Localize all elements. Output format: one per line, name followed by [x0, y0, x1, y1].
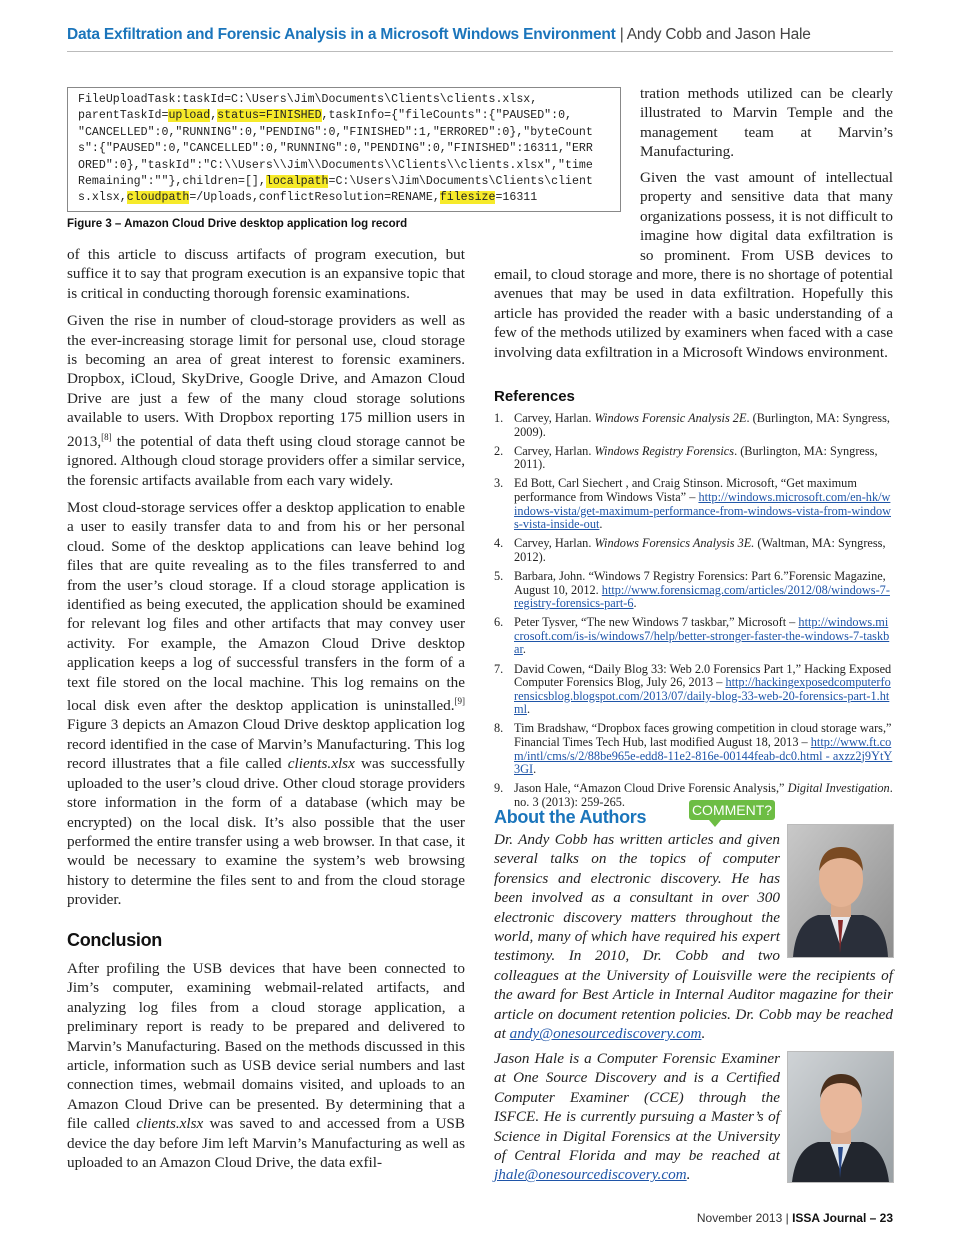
paragraph: tration methods utilized can be clearly illustrated to Marvin Temple and the management team at Marvin’s Manufacturing. [640, 85, 893, 161]
reference-text: Barbara, John. “Windows 7 Registry Forensics: Part 6.”Forensic Magazine, August 10, 2012. [514, 568, 886, 597]
reference-title: Windows Registry Forensics [594, 443, 735, 458]
reference-text: . (Burlington, MA: Syngress, 2011). [514, 443, 878, 472]
text: Figure 3 depicts an Amazon Cloud Drive desktop application log record identified in the case of Marvin’s Manufacturing. This log record illustrates that a file called [67, 716, 465, 773]
reference-text: . [522, 642, 526, 657]
paragraph: of this article to discuss artifacts of program execution, but suffice it to say that program execution is an expansive topic that is critical in conducting thorough forensic examinations. [67, 246, 465, 302]
reference-text: . no. 3 (2013): 259-265. [514, 781, 893, 809]
bio-text: Jason Hale is a Computer Forensic Examiner at One Source Discovery and is a Certified Computer Examiner (CCE) through the ISFCE. He is currently pursuing a Master’s of Science in Digital Forensics at the University of Central Florida and may be reached at [494, 1050, 780, 1165]
column-right-top [640, 84, 893, 170]
highlighted-field: filesize [439, 191, 496, 205]
log-text: s.xlsx, [78, 191, 127, 205]
reference-item [494, 412, 893, 439]
references-list [494, 412, 893, 815]
filename: clients.xlsx [136, 1115, 204, 1133]
text: was saved to and accessed from a USB device the day before Jim left Marvin’s Manufacturing as well as uploaded to an Amazon Cloud Drive, the data exfil- [67, 1115, 465, 1172]
highlighted-field: upload [168, 109, 211, 123]
reference-number: 9. [494, 781, 504, 796]
log-text: =C:\Users\Jim\Documents\Clients\client [328, 175, 593, 189]
reference-item [494, 722, 893, 776]
paragraph [67, 498, 465, 910]
reference-text: Carvey, Harlan. [514, 536, 595, 551]
comment-button[interactable]: COMMENT? [689, 800, 775, 820]
reference-number: 3. [494, 476, 504, 491]
bio-andy-cobb: Dr. Andy Cobb has written articles and given several talks on the topics of computer forensics and electronic discovery. He has been involved as a consultant in over 300 electronic discovery matters throughout the world, many of which have required his expert testimony. In 2010, Dr. Cobb and two colleagues at the University of Louisville were the recipients of the award for Best Article in Internal Auditor magazine for their article on document retention policies. Dr. Cobb may be reached at andy@onesourcediscovery.com. [494, 831, 893, 1043]
log-text: ORED":0},"taskId":"C:\\Users\\Jim\\Documents\\Clients\\clients.xlsx","time [78, 158, 593, 172]
page-footer [660, 1211, 893, 1225]
footnote-ref: [8] [101, 431, 112, 442]
reference-link[interactable]: http://www.ft.com/intl/cms/s/2/88be965e-edd8-11e2-816e-00144feab-dc0.html - axzz2j9YtY3GI [514, 734, 893, 777]
log-text: s":{"PAUSED":0,"CANCELLED":0,"RUNNING":0,"PENDING":0,"FINISHED":16311,"ERR [78, 142, 593, 156]
author-photo-jason-hale [787, 1051, 894, 1183]
log-line [78, 125, 620, 141]
reference-text: . [599, 517, 603, 532]
reference-title: Digital Investigation [787, 781, 890, 796]
column-left [67, 245, 465, 918]
reference-number: 6. [494, 615, 504, 630]
log-text: "CANCELLED":0,"RUNNING":0,"PENDING":0,"FINISHED":1,"ERRORED":0},"byteCount [78, 125, 593, 139]
reference-item [494, 537, 893, 564]
reference-text: Peter Tysver, “The new Windows 7 taskbar,” Microsoft – [514, 615, 799, 630]
highlighted-field: status=FINISHED [217, 109, 322, 123]
text: was successfully uploaded to the user’s cloud drive. Other cloud storage providers store information in the form of a database (which may be encrypted) on the local disk. It’s also possible that the user performed the entire transfer using a web browser. In that case, it would be necessary to examine the system’s web browsing history to determine the files sent to and from the cloud storage provider. [67, 755, 465, 909]
text: Given the rise in number of cloud-storage providers as well as the ever-increasing storage limit for personal use, cloud storage is becoming an area of great interest to forensic examiners. Dropbox, iCloud, SkyDrive, Google Drive, and Amazon Cloud Drive are just a few of the many cloud storage solutions available to users. With Dropbox reporting 175 million users in 2013, [67, 312, 465, 450]
reference-item [494, 663, 893, 717]
reference-text: Carvey, Harlan. [514, 411, 595, 425]
figure-caption: Figure 3 – Amazon Cloud Drive desktop application log record [67, 218, 408, 230]
reference-item [494, 616, 893, 657]
log-text: , [210, 109, 218, 123]
reference-link[interactable]: http://www.forensicmag.com/articles/2012/08/windows-7-registry-forensics-part-6 [514, 582, 890, 611]
column-right-p2 [494, 168, 893, 370]
log-text: =16311 [495, 191, 538, 205]
paragraph [67, 311, 465, 490]
reference-title: Windows Forensics Analysis 3E. [594, 536, 755, 551]
header-title: Data Exfiltration and Forensic Analysis in a Microsoft Windows Environment [67, 26, 616, 43]
reference-number: 4. [494, 536, 504, 551]
paragraph [67, 959, 465, 1172]
text: Most cloud-storage services offer a desktop application to enable a user to easily transfer data to and from his or her personal cloud. Some of the desktop applications can leave behind log files that are quite revealing as to the files transferred to and from the user’s cloud storage. If a cloud storage application is identified as being executed, the application should be examined for relevant log files and other artifacts that may convey user activity. For example, the Amazon Cloud Drive desktop application keeps a log of successful transfers in the form of a text file stored on the local machine. This log remains on the local disk even after the desktop application is uninstalled. [67, 498, 465, 715]
paragraph: Given the vast amount of intellectual property and sensitive data that many organizations possess, it is not difficult to imagine how digital data exfiltration is so prominent. From USB devices to email, to cloud storage and more, there is no shortage of potential avenues that may be used in data exfiltration. Hopefully this article has provided the reader with a basic understanding of a few of the methods utilized by examiners when faced with a case involving data exfiltration in a Microsoft Windows environment. [494, 169, 893, 361]
reference-title: Windows Forensic Analysis 2E [594, 411, 747, 425]
header-authors: Andy Cobb and Jason Hale [626, 26, 811, 43]
reference-text: . [533, 762, 537, 777]
reference-item [494, 570, 893, 611]
footnote-ref: [9] [454, 696, 465, 706]
author-photo-andy-cobb [787, 824, 894, 958]
log-text: ,taskInfo={"fileCounts":{"PAUSED":0, [321, 109, 573, 123]
log-text: Remaining":""},children=[], [78, 175, 266, 189]
footer-journal: ISSA Journal – 23 [792, 1211, 893, 1225]
bio-jason-hale: Jason Hale is a Computer Forensic Examiner at One Source Discovery and is a Certified Computer Examiner (CCE) through the ISFCE. He is currently pursuing a Master’s of Science in Digital Forensics at the University of Central Florida and may be reached at jhale@onesourcediscovery.com. [494, 1049, 893, 1185]
log-text: FileUploadTask:taskId=C:\Users\Jim\Documents\Clients\clients.xlsx, [78, 93, 538, 106]
text: After profiling the USB devices that have been connected to Jim’s computer, examining webmail-related artifacts, and analyzing log files from a cloud storage application, a preliminary report is ready to be prepared and delivered to Marvin’s Manufacturing. Based on the methods discussed in this article, information such as USB device serial numbers and last connection times, webmail domains visited, and uploads to an Amazon Cloud Drive can be presented. By determining that a file called [67, 960, 465, 1133]
running-header [67, 26, 893, 44]
log-line [78, 141, 620, 157]
highlighted-field: localpath [265, 175, 329, 189]
reference-text: (Waltman, MA: Syngress, 2012). [514, 536, 886, 564]
reference-text: Jason Hale, “Amazon Cloud Drive Forensic Analysis,” [514, 781, 788, 796]
references-heading: References [494, 388, 575, 405]
log-line [78, 92, 620, 108]
conclusion-body [67, 959, 465, 1180]
reference-text: Ed Bott, Carl Siechert , and Craig Stinson. Microsoft, “Get maximum performance from Windows Vista” – [514, 476, 857, 504]
reference-number: 2. [494, 443, 504, 458]
reference-link[interactable]: http://windows.microsoft.com/en-hk/windows-vista/get-maximum-performance-from-windows-vista-from-windows-vista-inside-out [514, 489, 892, 532]
about-authors-heading: About the Authors [494, 807, 647, 827]
header-rule [67, 51, 893, 52]
reference-text: Tim Bradshaw, “Dropbox faces growing competition in cloud storage wars,” Financial Times Tech Hub, last modified August 18, 2013 – [514, 721, 892, 749]
conclusion-heading: Conclusion [67, 930, 162, 950]
reference-text: Carvey, Harlan. [514, 443, 595, 458]
reference-item [494, 477, 893, 531]
footer-date: November 2013 [696, 1211, 783, 1225]
email-link-andy[interactable]: andy@onesourcediscovery.com [509, 1025, 702, 1043]
highlighted-field: cloudpath [126, 191, 190, 205]
reference-link[interactable]: http://hackingexposedcomputerforensicsblog.blogspot.com/2013/07/daily-blog-33-web-20-forensics-part-1.html [514, 675, 891, 717]
filename: clients.xlsx [287, 755, 355, 773]
log-line [78, 108, 620, 124]
reference-number: 5. [494, 568, 504, 583]
reference-number: 8. [494, 721, 504, 736]
reference-text: . (Burlington, MA: Syngress, 2009). [514, 411, 890, 439]
footer-separator: | [782, 1211, 793, 1225]
header-separator: | [615, 26, 627, 43]
reference-number: 7. [494, 661, 504, 676]
bio-text: Dr. Andy Cobb has written articles and given several talks on the topics of computer forensics and electronic discovery. He has been involved as a consultant in over 300 electronic discovery matters throughout the world, many of which have required his expert testimony. In 2010, Dr. Cobb and two colleagues at the University of Louisville were the recipients of the award for Best Article in Internal Auditor magazine for their article on document retention policies. Dr. Cobb may be reached at [494, 831, 893, 1043]
reference-item [494, 445, 893, 472]
email-link-jason[interactable]: jhale@onesourcediscovery.com [494, 1166, 687, 1184]
log-text: =/Uploads,conflictResolution=RENAME, [189, 191, 440, 205]
reference-number: 1. [494, 411, 504, 425]
reference-text: . [526, 702, 531, 717]
reference-link[interactable]: http://windows.microsoft.com/is-is/windows7/help/better-stronger-faster-the-windows-7-taskbar [514, 615, 890, 657]
log-text: parentTaskId= [78, 109, 169, 123]
reference-text: . [633, 596, 637, 611]
reference-text: David Cowen, “Daily Blog 33: Web 2.0 Forensics Part 1,” Hacking Exposed Computer Forensics Blog, July 26, 2013 – [514, 661, 892, 690]
text: the potential of data theft using cloud storage cannot be ignored. Although cloud storage providers offer a similar service, the forensic artifacts available from each vary widely. [67, 432, 465, 489]
figure-spacer [494, 168, 640, 246]
